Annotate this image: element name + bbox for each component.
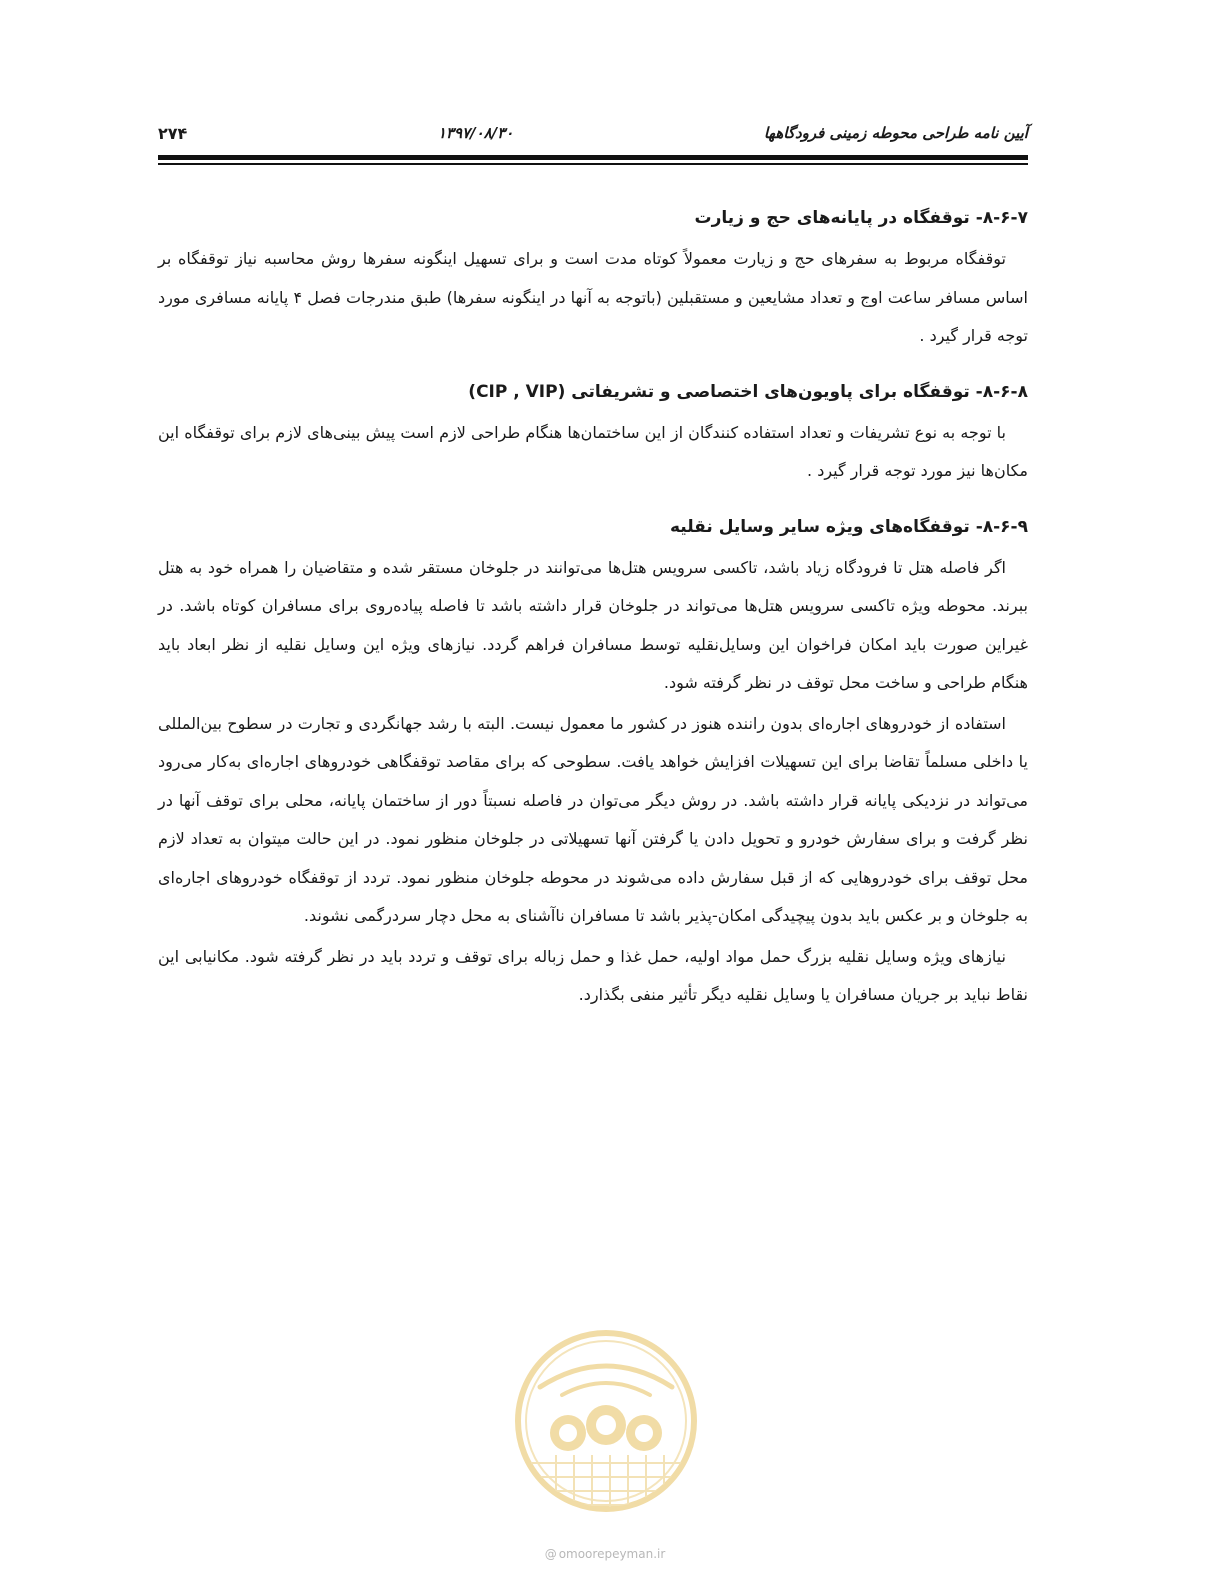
page-header [158,118,1028,148]
section-heading: ۸-۶-۷- توقفگاه در پایانه‌های حج و زیارت [694,208,1028,228]
header-date: ۱۳۹۷/۰۸/۳۰ [437,124,514,142]
section-8-6-8 [158,372,1028,491]
section-8-6-7 [158,198,1028,356]
watermark-url: @ omoorepeyman.ir [544,1547,666,1561]
header-rule-thin [158,163,1028,165]
page-number: ۲۷۴ [158,123,188,143]
document-body [158,198,1028,1015]
watermark-seal-logo [510,1325,702,1517]
section-8-6-9 [158,507,1028,1015]
header-title: آیین نامه طراحی محوطه زمینی فرودگاهها [763,124,1028,142]
section-heading: ۸-۶-۸- توقفگاه برای پاویون‌های اختصاصی و تشریفاتی (CIP , VIP) [468,381,1028,402]
header-rule-thick [158,155,1028,160]
paragraph: اگر فاصله هتل تا فرودگاه زیاد باشد، تاکسی سرویس هتل‌ها می‌توانند در جلوخان مستقر شده و متقاضیان را همراه خود به هتل ببرند. محوطه ویژه تاکسی سرویس هتل‌ها می‌تواند در جلوخان قرار داشته باشد تا فاصله پیاده‌روی برای مسافران کوتاه باشد. در غیراین صورت باید امکان فراخوان این وسایل‌نقلیه توسط مسافران فراهم گردد. نیازهای ویژه این وسایل نقلیه از نظر ابعاد باید هنگام طراحی و ساخت محل توقف در نظر گرفته شود. [158,557,1028,692]
paragraph: نیازهای ویژه وسایل نقلیه بزرگ حمل مواد اولیه، حمل غذا و حمل زباله برای توقف و تردد باید در نظر گرفته شود. مکانیابی این نقاط نباید بر جریان مسافران یا وسایل نقلیه دیگر تأثیر منفی بگذارد. [158,946,1028,1004]
paragraph: توقفگاه مربوط به سفرهای حج و زیارت معمولاً کوتاه مدت است و برای تسهیل اینگونه سفرها روش محاسبه نیاز توقفگاه بر اساس مسافر ساعت اوج و تعداد مشایعین و مستقبلین (باتوجه به آنها در اینگونه سفرها) طبق مندرجات فصل ۴ پایانه مسافری مورد توجه قرار گیرد . [158,249,1029,345]
at-icon: @ [544,1547,557,1561]
section-heading: ۸-۶-۹- توقفگاه‌های ویژه سایر وسایل نقلیه [669,516,1028,537]
paragraph: با توجه به نوع تشریفات و تعداد استفاده کنندگان از این ساختمان‌ها هنگام طراحی لازم است پیش بینی‌های لازم برای توقفگاه این مکان‌ها نیز مورد توجه قرار گیرد . [158,422,1028,480]
paragraph: استفاده از خودروهای اجاره‌ای بدون راننده هنوز در کشور ما معمول نیست. البته با رشد جهانگردی و تجارت در سطوح بین‌المللی یا داخلی مسلماً تقاضا برای این تسهیلات افزایش خواهد یافت. سطوحی که برای مقاصد توقفگاهی خودروهای اجاره‌ای به‌کار می‌رود می‌تواند در نزدیکی پایانه قرار داشته باشد. در روش دیگر می‌توان در فاصله نسبتاً دور از ساختمان پایانه، محلی برای توقف آنها در نظر گرفت و برای سفارش خودرو و تحویل دادن یا گرفتن آنها تسهیلاتی در جلوخان منظور نمود. در این حالت میتوان به تعداد لازم محل توقف برای خودروهایی که از قبل سفارش داده می‌شوند در محوطه جلوخان منظور نمود. تردد از توقفگاه خودروهای اجاره‌ای به جلوخان و بر عکس باید بدون پیچیدگی امکان-پذیر باشد تا مسافران ناآشنای به محل دچار سردرگمی نشوند. [158,713,1028,925]
